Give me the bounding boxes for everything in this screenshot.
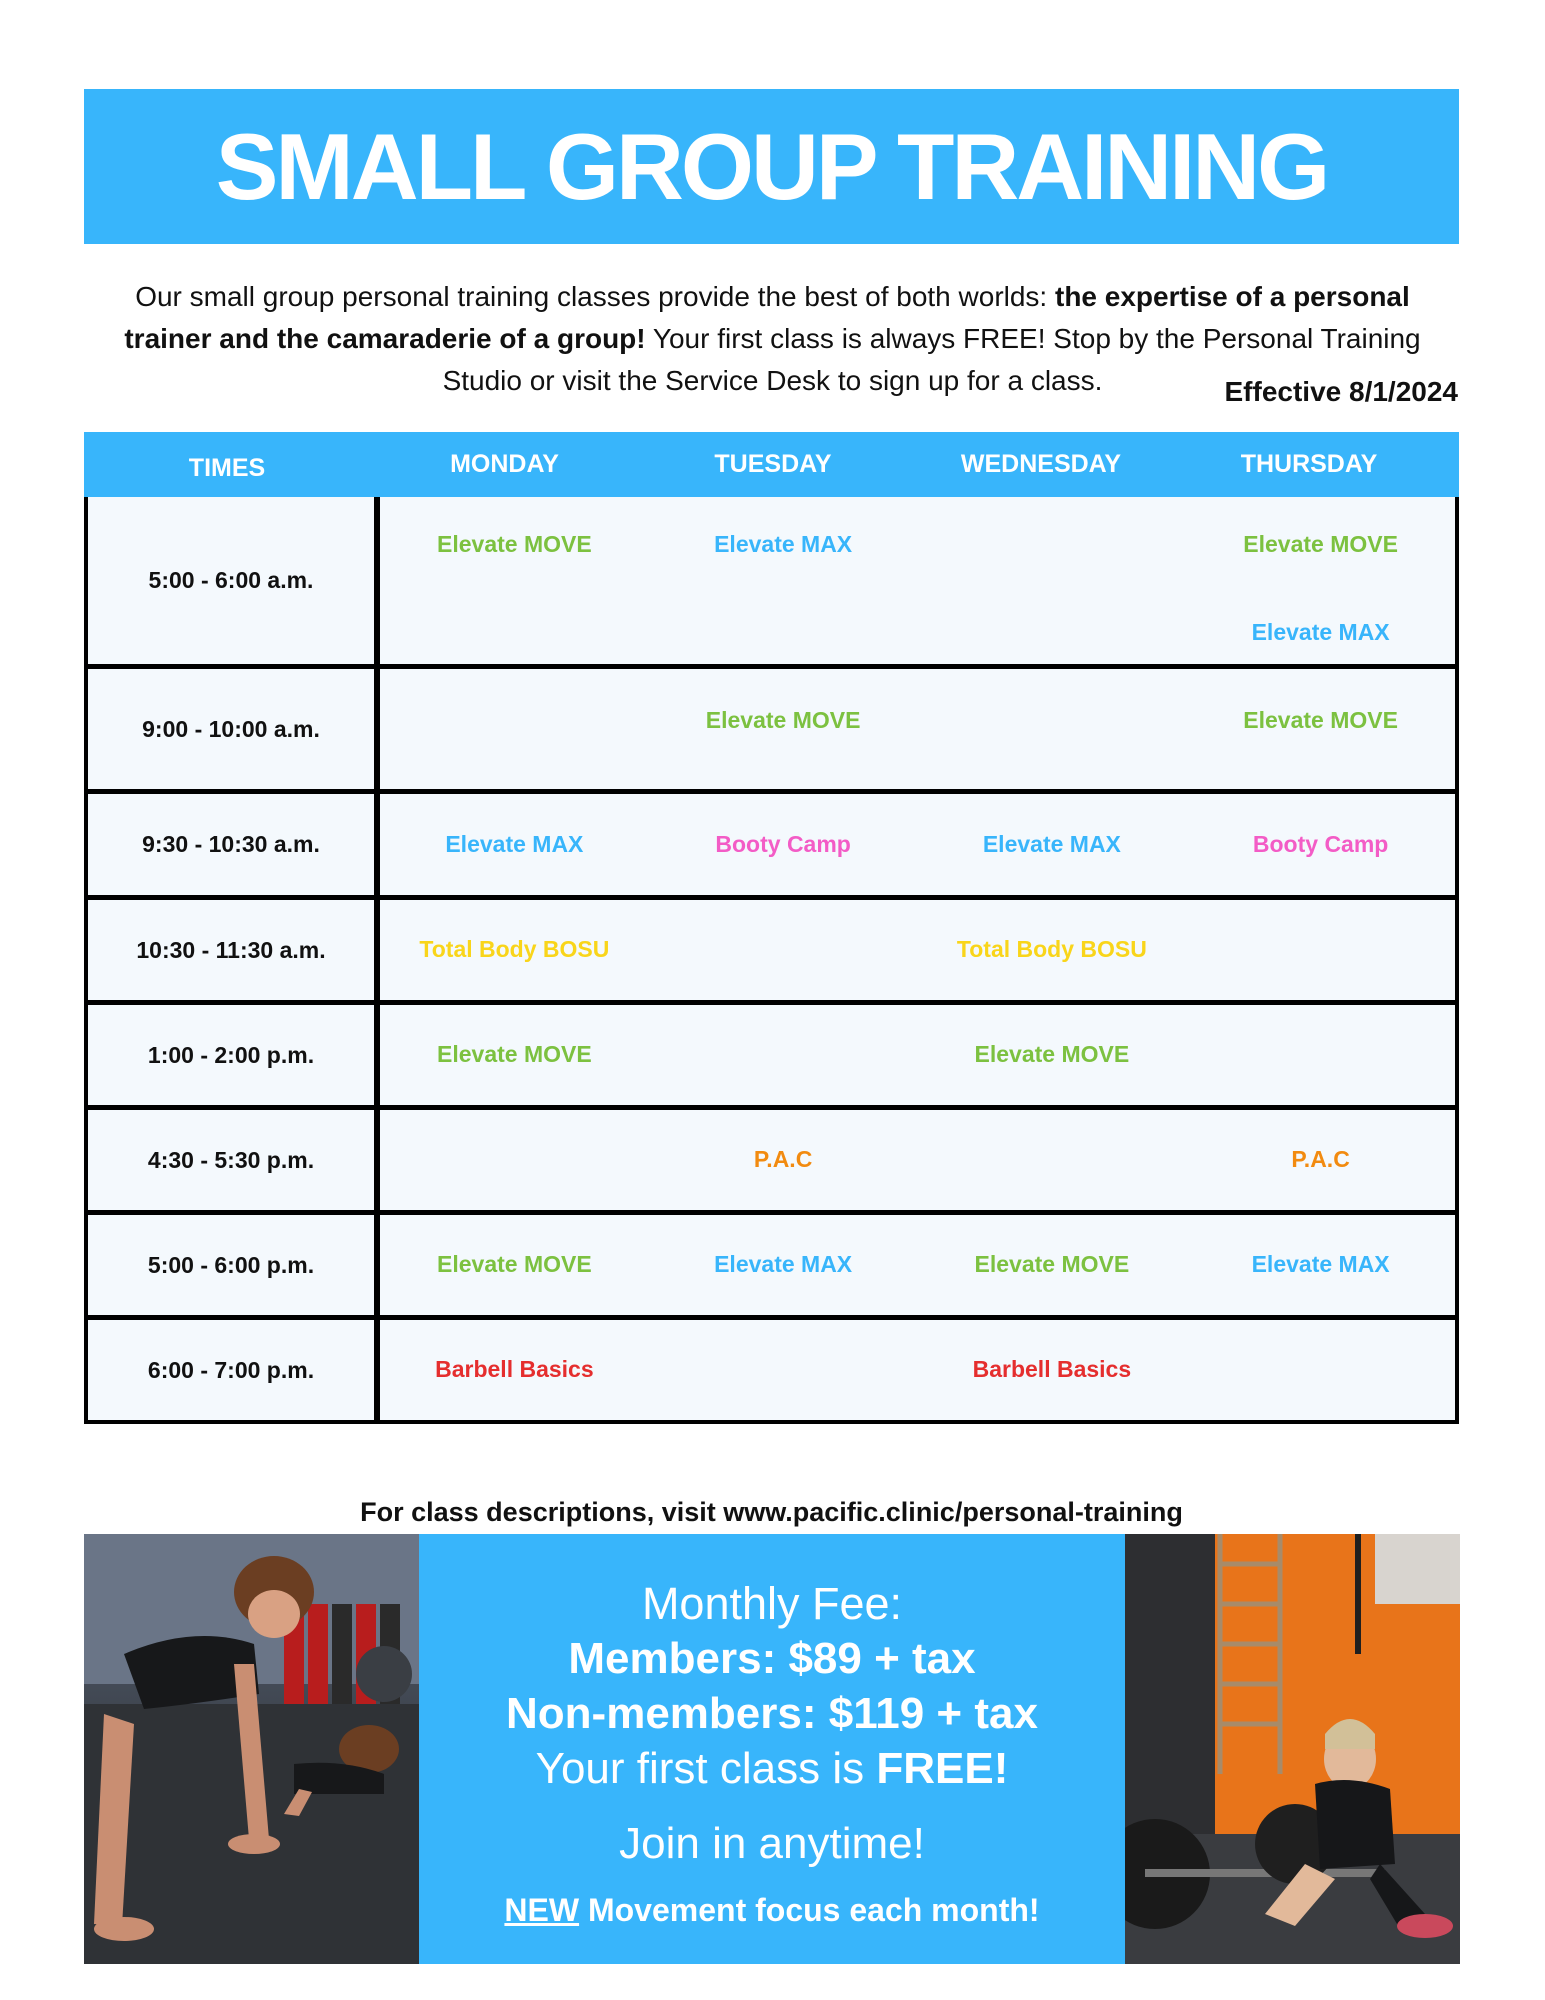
table-row bbox=[88, 1105, 1455, 1210]
monthly-fee-panel bbox=[419, 1534, 1125, 1964]
header-monday: MONDAY bbox=[450, 450, 559, 478]
fee-heading: Monthly Fee: bbox=[641, 1578, 903, 1629]
pushup-photo-illustration bbox=[84, 1534, 419, 1964]
class-booty: Booty Camp bbox=[1252, 831, 1389, 857]
day-cell-monday bbox=[380, 497, 649, 664]
non-members-price: Non-members: $119 + tax bbox=[506, 1689, 1038, 1738]
class-move: Elevate MOVE bbox=[705, 707, 861, 733]
page-title: SMALL GROUP TRAINING bbox=[215, 113, 1328, 219]
class-move: Elevate MOVE bbox=[974, 1041, 1130, 1067]
class-bosu: Total Body BOSU bbox=[956, 936, 1147, 962]
table-row bbox=[88, 789, 1455, 895]
day-cell-wednesday bbox=[918, 1110, 1187, 1210]
header-wednesday: WEDNESDAY bbox=[960, 450, 1122, 478]
class-move: Elevate MOVE bbox=[1243, 707, 1398, 733]
table-row bbox=[88, 664, 1455, 789]
trainer-photo-illustration bbox=[1125, 1534, 1460, 1964]
class-move: Elevate MOVE bbox=[437, 1251, 592, 1277]
day-cell-thursday bbox=[1186, 1215, 1455, 1315]
table-row bbox=[88, 1000, 1455, 1105]
class-move: Elevate MOVE bbox=[974, 1251, 1130, 1277]
header-times: TIMES bbox=[188, 454, 266, 482]
photo-pushup-class bbox=[84, 1534, 419, 1964]
time-cell: 5:00 - 6:00 p.m. bbox=[88, 1215, 380, 1315]
title-banner bbox=[84, 89, 1459, 244]
day-cell-thursday bbox=[1186, 900, 1455, 1000]
day-cell-monday bbox=[380, 669, 649, 789]
intro-text-1: Our small group personal training classes provide the best of both worlds: bbox=[135, 281, 1055, 312]
new-word: NEW bbox=[504, 1892, 580, 1928]
first-class-line bbox=[419, 1744, 1125, 1794]
day-cell-wednesday bbox=[918, 1215, 1187, 1315]
header-thursday: THURSDAY bbox=[1240, 450, 1378, 478]
time-cell: 5:00 - 6:00 a.m. bbox=[88, 497, 380, 664]
time-cell: 9:00 - 10:00 a.m. bbox=[88, 669, 380, 789]
header-tuesday: TUESDAY bbox=[714, 450, 832, 478]
schedule-table bbox=[84, 432, 1459, 1424]
day-cell-wednesday bbox=[918, 1005, 1187, 1105]
class-barbell: Barbell Basics bbox=[435, 1356, 594, 1382]
day-cell-thursday bbox=[1186, 1320, 1455, 1420]
class-move: Elevate MOVE bbox=[1243, 531, 1398, 557]
day-cell-tuesday bbox=[649, 900, 918, 1000]
day-cell-wednesday bbox=[918, 497, 1187, 664]
day-cell-monday bbox=[380, 1005, 649, 1105]
time-cell: 6:00 - 7:00 p.m. bbox=[88, 1320, 380, 1420]
time-cell: 9:30 - 10:30 a.m. bbox=[88, 794, 380, 895]
intro-text-2: Your first class is always FREE! Stop by the Personal Training Studio or visit the Service Desk to sign up for a class. bbox=[442, 323, 1421, 396]
table-row bbox=[88, 895, 1455, 1000]
schedule-body bbox=[84, 497, 1459, 1424]
class-booty: Booty Camp bbox=[715, 831, 851, 857]
day-cell-tuesday bbox=[649, 1215, 918, 1315]
new-focus-line bbox=[419, 1892, 1125, 1929]
effective-date: Effective 8/1/2024 bbox=[1224, 376, 1458, 407]
class-move: Elevate MOVE bbox=[437, 1041, 592, 1067]
day-cell-thursday bbox=[1186, 1005, 1455, 1105]
join-anytime: Join in anytime! bbox=[619, 1819, 925, 1868]
day-cell-thursday bbox=[1186, 794, 1455, 895]
table-row bbox=[88, 497, 1455, 664]
day-cell-monday bbox=[380, 1110, 649, 1210]
intro-text-bold: the expertise of a personal trainer and the camaraderie of a group! bbox=[124, 281, 1410, 354]
day-cell-tuesday bbox=[649, 669, 918, 789]
class-bosu: Total Body BOSU bbox=[419, 936, 610, 962]
class-pac: P.A.C bbox=[1291, 1146, 1350, 1172]
table-row bbox=[88, 1210, 1455, 1315]
first-class-prefix: Your first class is bbox=[535, 1744, 877, 1793]
day-cell-tuesday bbox=[649, 1005, 918, 1105]
day-cell-wednesday bbox=[918, 900, 1187, 1000]
day-cell-thursday bbox=[1186, 669, 1455, 789]
day-cell-tuesday bbox=[649, 1110, 918, 1210]
class-move: Elevate MOVE bbox=[437, 531, 592, 557]
time-cell: 1:00 - 2:00 p.m. bbox=[88, 1005, 380, 1105]
table-row bbox=[88, 1315, 1455, 1420]
schedule-header-row bbox=[84, 432, 1459, 497]
day-cell-thursday bbox=[1186, 1110, 1455, 1210]
day-cell-monday bbox=[380, 1320, 649, 1420]
day-cell-wednesday bbox=[918, 1320, 1187, 1420]
day-cell-monday bbox=[380, 794, 649, 895]
class-pac: P.A.C bbox=[753, 1146, 813, 1172]
day-cell-tuesday bbox=[649, 794, 918, 895]
photo-trainer bbox=[1125, 1534, 1460, 1964]
class-max: Elevate MAX bbox=[714, 531, 853, 557]
time-cell: 4:30 - 5:30 p.m. bbox=[88, 1110, 380, 1210]
first-class-free: FREE! bbox=[876, 1744, 1009, 1793]
class-barbell: Barbell Basics bbox=[972, 1356, 1132, 1382]
class-max: Elevate MAX bbox=[714, 1251, 853, 1277]
new-focus-text: Movement focus each month! bbox=[579, 1892, 1040, 1928]
day-cell-wednesday bbox=[918, 669, 1187, 789]
day-cell-tuesday bbox=[649, 497, 918, 664]
members-price: Members: $89 + tax bbox=[568, 1634, 976, 1683]
time-cell: 10:30 - 11:30 a.m. bbox=[88, 900, 380, 1000]
day-cell-tuesday bbox=[649, 1320, 918, 1420]
class-max: Elevate MAX bbox=[1251, 1251, 1390, 1277]
class-max: Elevate MAX bbox=[1251, 619, 1390, 645]
day-cell-thursday bbox=[1186, 497, 1455, 664]
class-descriptions-note: For class descriptions, visit www.pacific.clinic/personal-training bbox=[360, 1497, 1183, 1527]
class-max: Elevate MAX bbox=[445, 831, 584, 857]
day-cell-wednesday bbox=[918, 794, 1187, 895]
day-cell-monday bbox=[380, 1215, 649, 1315]
class-max: Elevate MAX bbox=[982, 831, 1121, 857]
day-cell-monday bbox=[380, 900, 649, 1000]
